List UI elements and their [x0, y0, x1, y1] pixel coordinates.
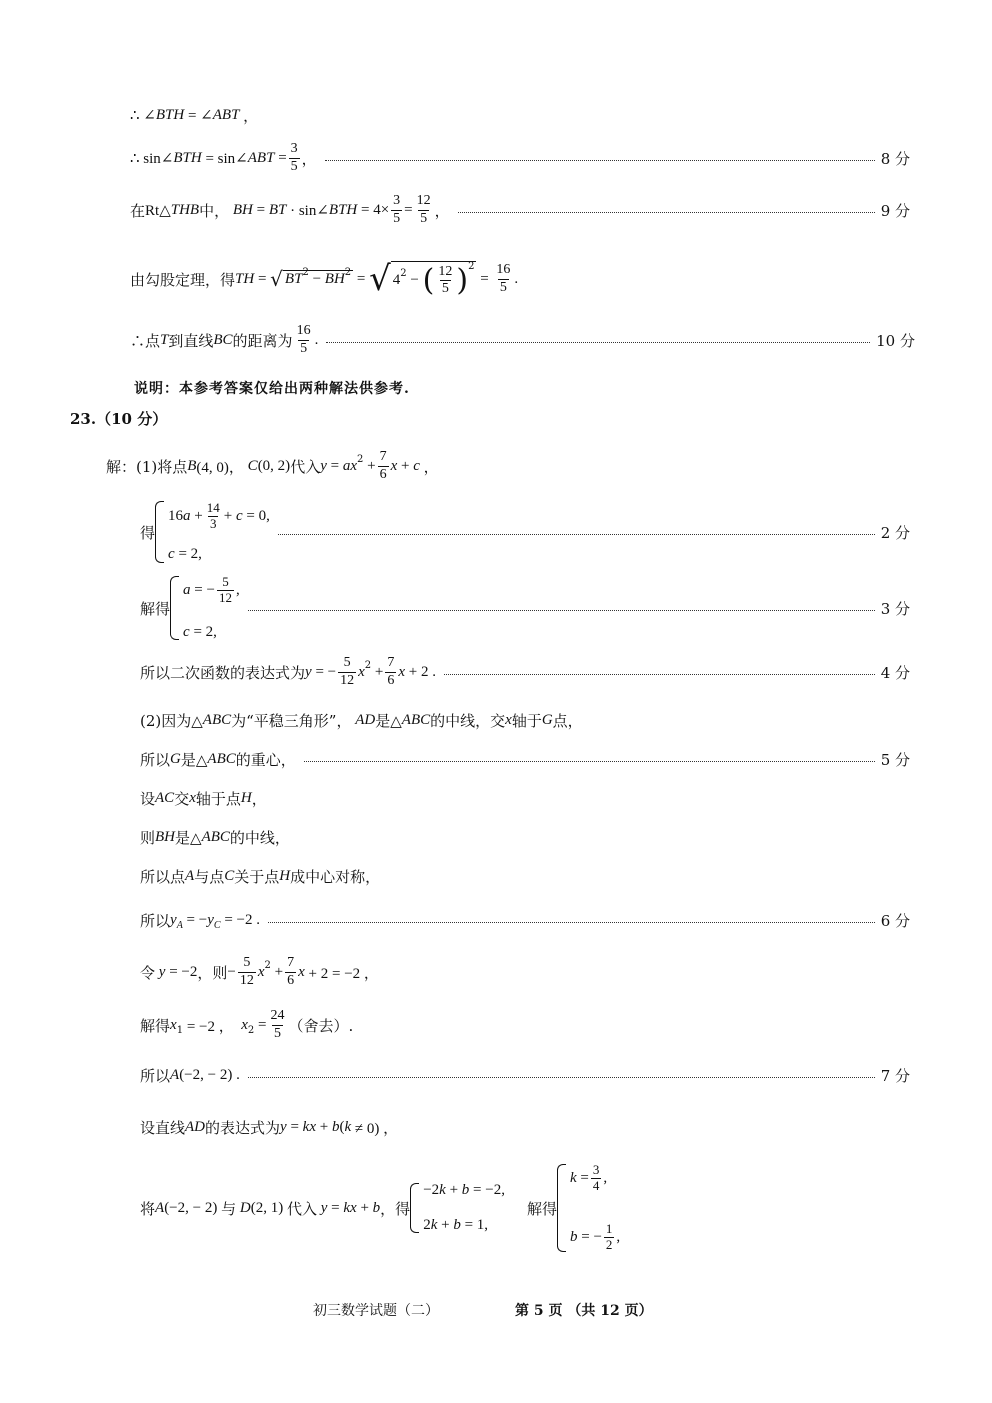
text: 与点: [194, 867, 225, 886]
text-prefix: 设直线: [140, 1118, 186, 1137]
var-x: x: [189, 789, 196, 806]
score-label: 8 分: [880, 149, 910, 168]
footer-right: [515, 1300, 653, 1320]
text: 是△: [180, 750, 208, 769]
text-mid: 中，: [199, 201, 230, 220]
text: 是△: [375, 711, 402, 730]
fraction: $\frac{5}{12}$: [340, 655, 355, 688]
therefore-symbol: ∴: [130, 149, 140, 167]
score-label: 5 分: [880, 750, 910, 769]
text: 轴于点: [195, 789, 241, 808]
var-c: C: [224, 867, 235, 884]
text-suffix: （舍去）.: [288, 1016, 354, 1035]
line-system-2: [140, 573, 910, 643]
text: 为“平稳三角形”，: [231, 711, 352, 730]
text-prefix: 所以: [140, 911, 171, 930]
fraction: $\frac{16}{5}$: [496, 262, 511, 295]
line-define-h: [140, 778, 267, 818]
text-mid: 解得: [526, 1199, 557, 1218]
sqrt-expression: √ BT 2 − BH 2: [270, 267, 352, 291]
var-h: H: [279, 867, 291, 884]
fraction: $\frac{7}{6}$: [387, 655, 395, 688]
var-t: T: [160, 331, 169, 348]
equation-system: k = $\frac{3}{4}$ , b = − $\frac{1}{2}$ ,: [557, 1163, 620, 1253]
var-bh: BH: [155, 828, 176, 845]
text-mid: 代入: [290, 457, 321, 476]
dot-leader: [278, 534, 875, 535]
line-sin-value: ∴ sin∠ BTH = sin∠ ABT = $\frac{3}{5}$ ， 8 分: [130, 141, 910, 174]
dot-leader: [325, 160, 875, 161]
text-prefix: 解：(1)将点: [106, 457, 188, 476]
var-abc: ABC: [202, 711, 232, 728]
dot-leader: [458, 212, 875, 213]
therefore-symbol: ∴: [130, 106, 140, 124]
fraction: $\frac{7}{6}$: [379, 449, 387, 482]
dot-leader: [326, 342, 870, 343]
line-solve-x: 解得 x 1 = −2 ， x 2 = $\frac{24}{5}$ （舍去）.: [140, 1008, 354, 1041]
score-label: 6 分: [880, 911, 910, 930]
text-mid: 的表达式为: [205, 1118, 281, 1137]
fraction: $\frac{3}{5}$: [290, 141, 298, 174]
text-prefix: 在: [130, 201, 146, 220]
text-prefix: 得: [140, 523, 156, 542]
line-median: [140, 817, 290, 857]
text: 交: [174, 789, 190, 808]
var-abc: ABC: [201, 828, 230, 845]
var-abc: ABC: [401, 711, 431, 728]
fraction: $\frac{3}{5}$: [393, 193, 401, 226]
text-mid: 代入: [286, 1199, 317, 1218]
question-heading: [70, 398, 167, 438]
line-part-2-intro: [140, 700, 583, 740]
dot-leader: [304, 761, 875, 762]
line-pythagoras: 由勾股定理，得 TH = √ BT 2 − BH 2 = √ 4 2 − ( $\frac{12}{5}$ ) 2 = $\frac{16}{5}$ .: [130, 259, 519, 299]
var-g: G: [541, 711, 553, 728]
text: (2)因为△: [140, 711, 203, 730]
fraction: $\frac{12}{5}$: [416, 193, 431, 226]
sqrt-expression: √ 4 2 − ( $\frac{12}{5}$ ) 2: [369, 259, 475, 299]
score-label: 3 分: [880, 599, 910, 618]
text: 的中线，: [229, 828, 290, 847]
var-x: x: [505, 711, 512, 728]
score-label: 7 分: [880, 1066, 910, 1085]
line-centroid: [140, 739, 910, 779]
text-prefix: 将: [140, 1199, 156, 1218]
dot-leader: [248, 610, 875, 611]
text-mid: 到直线: [168, 331, 214, 350]
text: 的重心，: [235, 750, 296, 769]
footer-left: [313, 1300, 439, 1320]
text-prefix: 所以: [140, 1066, 171, 1085]
dot-leader: [268, 922, 875, 923]
text-mid: 与: [221, 1199, 237, 1218]
score-label: 2 分: [880, 523, 910, 542]
var-a: A: [185, 867, 195, 884]
var-ad: AD: [185, 1118, 206, 1135]
text: 则: [140, 828, 156, 847]
var-ac: AC: [155, 789, 175, 806]
var-h: H: [240, 789, 252, 806]
line-set-y: 令 y = −2 ，则 − $\frac{5}{12}$ x 2 + $\frac{7}{6}$ x + 2 = −2 ，: [140, 955, 379, 988]
line-angle-equal: ∴ ∠ BTH = ∠ ABT ，: [130, 106, 259, 125]
var-ad: AD: [355, 711, 376, 728]
var-bc: BC: [213, 331, 233, 348]
question-number: 23.（10 分）: [70, 409, 168, 428]
line-substitute-points: 解：(1)将点 B (4, 0)， C (0, 2) 代入 y = ax 2 + $\frac{7}{6}$ x + c ，: [106, 449, 439, 482]
equation-system: −2 k + b = −2, 2 k + b = 1,: [410, 1182, 505, 1234]
score-label: 4 分: [880, 663, 910, 682]
text-mid: 的距离为: [232, 331, 293, 350]
footer-exam-title: 初三数学试题（二）: [313, 1303, 439, 1319]
text-mid: ，得: [380, 1199, 411, 1218]
line-symmetry: [140, 856, 380, 896]
fraction: $\frac{7}{6}$: [287, 955, 295, 988]
text-mid: ，则: [197, 963, 228, 982]
line-distance: ∴点 T 到直线 BC 的距离为 $\frac{16}{5}$ . 10 分: [130, 323, 915, 356]
var-abc: ABC: [207, 750, 236, 767]
text: 点，: [552, 711, 583, 730]
score-label: 9 分: [880, 201, 910, 220]
line-solve-kb: 将 A (−2, − 2) 与 D (2, 1) 代入 y = kx + b ，得 −2 k + b = −2, 2 k + b = 1, 解得 k = $\frac{3}{4}$ , b = − $\frac{1}{2}$ ,: [140, 1162, 621, 1253]
var-g: G: [170, 750, 181, 767]
footer-page-number: 第 5 页 （共 12 页）: [515, 1303, 653, 1319]
text-prefix: 解得: [140, 1016, 171, 1035]
text-prefix: 令: [140, 963, 156, 982]
line-point-a: 所以 A (−2, − 2) . 7 分: [140, 1066, 910, 1085]
text: 是△: [175, 828, 202, 847]
note-line: [134, 368, 410, 408]
text: 成中心对称，: [290, 867, 381, 886]
text: ，: [251, 789, 267, 808]
line-quadratic-expression: 所以二次函数的表达式为 y = − $\frac{5}{12}$ x 2 + $\frac{7}{6}$ x + 2 . 4 分: [140, 655, 910, 688]
text: 的中线，交: [430, 711, 506, 730]
text-prefix: 解得: [140, 599, 171, 618]
text: 所以点: [140, 867, 186, 886]
fraction: $\frac{16}{5}$: [296, 323, 311, 356]
equation-system: 16 a + $\frac{14}{3}$ + c = 0, c = 2,: [155, 501, 270, 563]
text: 关于点: [234, 867, 280, 886]
fraction: $\frac{5}{12}$: [239, 955, 254, 988]
dot-leader: [444, 674, 875, 675]
text-prefix: 所以二次函数的表达式为: [140, 663, 306, 682]
note-text: 说明：本参考答案仅给出两种解法供参考.: [134, 381, 410, 397]
fraction: $\frac{24}{5}$: [270, 1008, 285, 1041]
line-bh-value: 在 Rt△ THB 中， BH = BT · sin∠ BTH = 4× $\frac{3}{5}$ = $\frac{12}{5}$ ， 9 分: [130, 193, 910, 226]
line-line-ad: 设直线 AD 的表达式为 y = kx + b ( k ≠ 0) ，: [140, 1118, 399, 1137]
score-label: 10 分: [876, 331, 915, 350]
text-prefix: 由勾股定理，得: [130, 270, 236, 289]
dot-leader: [248, 1077, 875, 1078]
text: 轴于: [511, 711, 542, 730]
text-prefix: ∴点: [130, 331, 161, 350]
text: 所以: [140, 750, 171, 769]
equation-system: a = − $\frac{5}{12}$ , c = 2,: [170, 575, 240, 641]
text: 设: [140, 789, 156, 808]
line-ya-value: 所以 y A = − y C = −2 . 6 分: [140, 911, 910, 931]
line-system-1: [140, 497, 910, 567]
